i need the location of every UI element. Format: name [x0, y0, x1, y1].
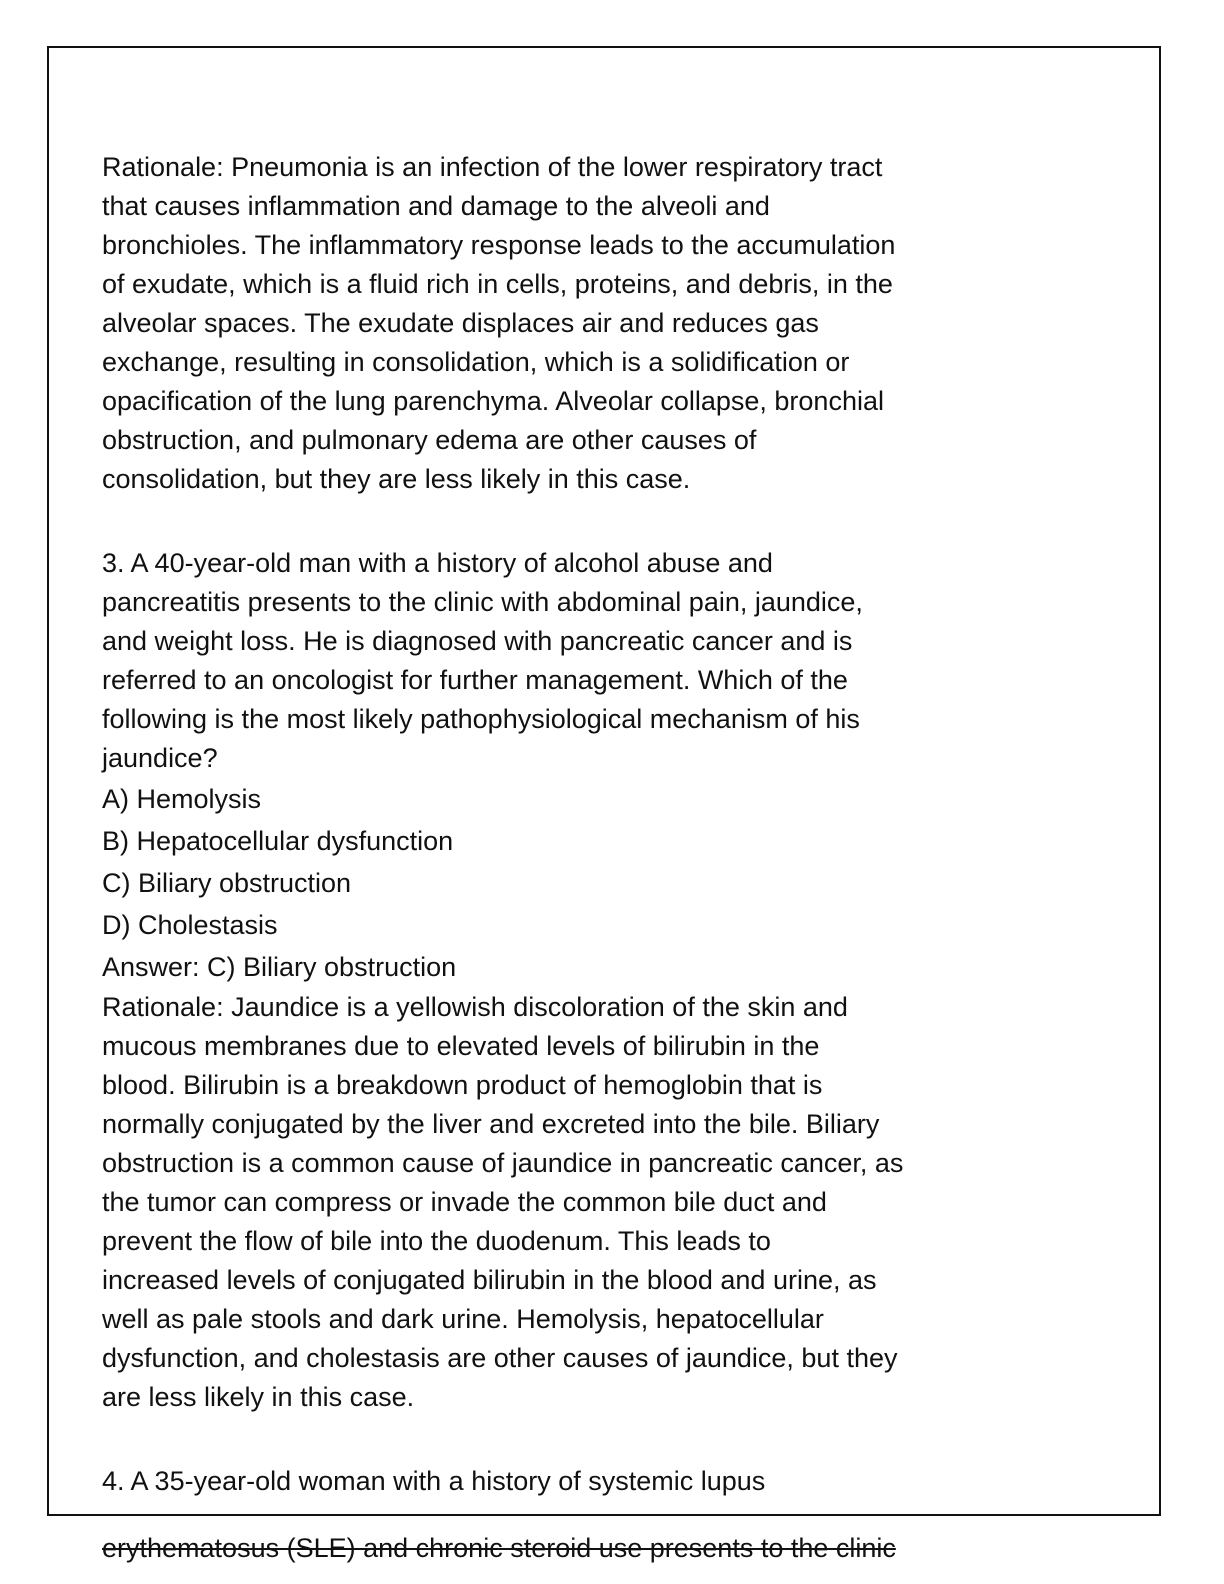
- question-4-stem-line-1: 4. A 35-year-old woman with a history of systemic lupus: [102, 1466, 766, 1496]
- rationale-question-2: Rationale: Pneumonia is an infection of the lower respiratory tract that causes inflammation and damage to the alveoli and bronchioles. The inflammatory response leads to the accumulation of exudate, which is a fluid rich in cells, proteins, and debris, in the alveolar spaces. The exudate displaces air and reduces gas exchange, resulting in consolidation, which is a solidification or opacification of the lung parenchyma. Alveolar collapse, bronchial obstruction, and pulmonary edema are other causes of consolidation, but they are less likely in this case.: [102, 152, 896, 494]
- question-3-answer: Answer: C) Biliary obstruction: [102, 952, 457, 982]
- question-3-rationale: Rationale: Jaundice is a yellowish discoloration of the skin and mucous membranes due to elevated levels of bilirubin in the blood. Bilirubin is a breakdown product of hemoglobin that is normally conjugated by the liver and excreted into the bile. Biliary obstruction is a common cause of jaundice in pancreatic cancer, as the tumor can compress or invade the common bile duct and prevent the flow of bile into the duodenum. This leads to increased levels of conjugated bilirubin in the blood and urine, as well as pale stools and dark urine. Hemolysis, hepatocellular dysfunction, and cholestasis are other causes of jaundice, but they are less likely in this case.: [102, 992, 904, 1412]
- question-3-option-a: A) Hemolysis: [102, 784, 262, 814]
- question-3-stem: 3. A 40-year-old man with a history of alcohol abuse and pancreatitis presents to the clinic with abdominal pain, jaundice, and weight loss. He is diagnosed with pancreatic cancer and is referred to an oncologist for further management. Which of the following is the most likely pathophysiological mechanism of his jaundice?: [102, 548, 863, 773]
- document-body: [102, 148, 972, 1501]
- paragraph-gap: [102, 499, 972, 544]
- paragraph-gap: [102, 1417, 972, 1462]
- question-4-stem-line-2: erythematosus (SLE) and chronic steroid use presents to the clinic: [102, 1533, 896, 1563]
- question-3-option-c: C) Biliary obstruction: [102, 868, 352, 898]
- question-3-option-d: D) Cholestasis: [102, 910, 278, 940]
- question-3-option-b: B) Hepatocellular dysfunction: [102, 826, 454, 856]
